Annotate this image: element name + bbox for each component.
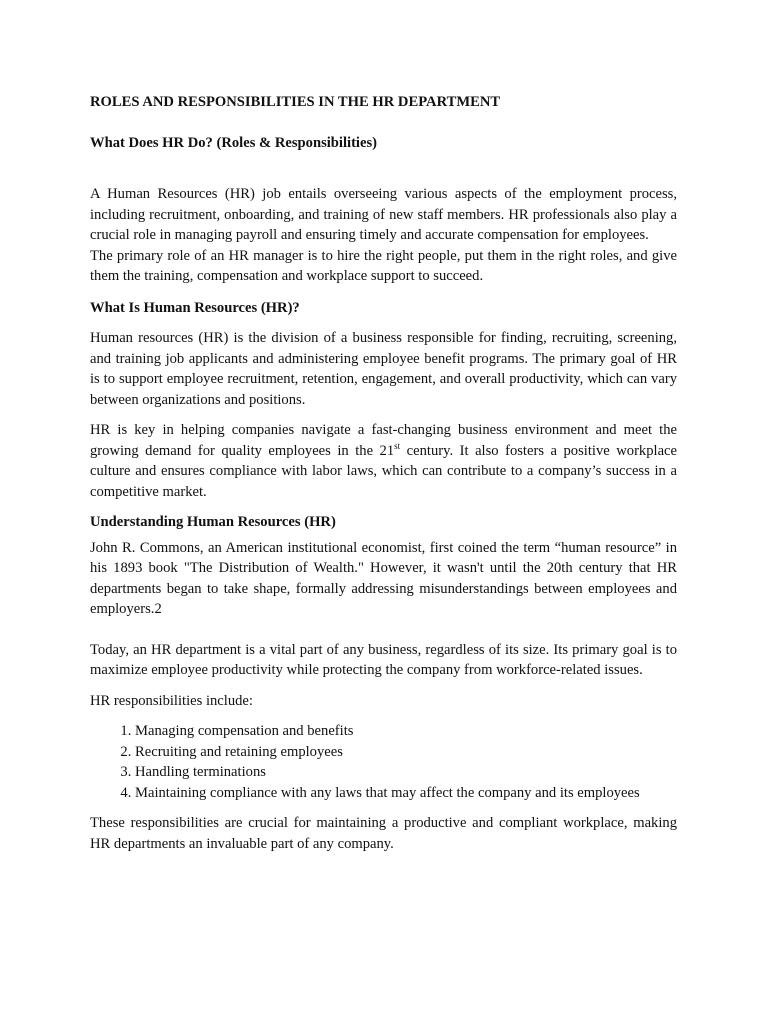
list-item: 2. Recruiting and retaining employees [135, 742, 677, 763]
paragraph-hr-definition: Human resources (HR) is the division of a business responsible for finding, recruiting, screening, and training job applicants and administering employee benefit programs. The primary goal of HR is to support employee recruitment, retention, engagement, and overall productivity, which can vary between organizations and positions. [90, 330, 677, 408]
section-heading-understanding-hr: Understanding Human Resources (HR) [90, 514, 336, 530]
paragraph-hr-job-overview: A Human Resources (HR) job entails overseeing various aspects of the employment process, including recruitment, onboarding, and training of new staff members. HR professionals also play a crucial role in managing payroll and ensuring timely and accurate compensation for employees. [90, 186, 677, 243]
document-body [90, 92, 677, 854]
document-title: ROLES AND RESPONSIBILITIES IN THE HR DEPARTMENT [90, 94, 501, 110]
paragraph-hr-manager-role: The primary role of an HR manager is to hire the right people, put them in the right roles, and give them the training, compensation and workplace support to succeed. [90, 247, 677, 284]
paragraph-hr-key-role [90, 420, 677, 502]
list-item: 1. Managing compensation and benefits [135, 721, 677, 742]
responsibilities-list [90, 721, 677, 803]
list-item: 3. Handling terminations [135, 762, 677, 783]
paragraph-hr-key-role-text-2: century. It also fosters a positive workplace culture and ensures compliance with labor laws, which can contribute to a company’s success in a competitive market. [90, 442, 678, 500]
ordinal-superscript: st [394, 440, 401, 451]
paragraph-conclusion: These responsibilities are crucial for maintaining a productive and compliant workplace, making HR departments an invaluable part of any company. [90, 815, 677, 852]
paragraph-hr-history: John R. Commons, an American institutional economist, first coined the term “human resource” in his 1893 book "The Distribution of Wealth." However, it wasn't until the 20th century that HR departments began to take shape, formally addressing misunderstandings between employees and employers.2 [90, 539, 677, 617]
list-item: 4. Maintaining compliance with any laws that may affect the company and its employees [135, 783, 677, 804]
paragraph-hr-key-role-text-1: HR is key in helping companies navigate a fast-changing business environment and meet the growing demand for quality employees in the 21 [90, 422, 677, 459]
section-heading-what-does-hr-do: What Does HR Do? (Roles & Responsibilities) [90, 134, 378, 151]
paragraph-hr-today: Today, an HR department is a vital part of any business, regardless of its size. Its primary goal is to maximize employee productivity while protecting the company from workforce-related issues. [90, 641, 677, 678]
list-intro: HR responsibilities include: [90, 692, 253, 709]
section-heading-what-is-hr: What Is Human Resources (HR)? [90, 299, 300, 316]
